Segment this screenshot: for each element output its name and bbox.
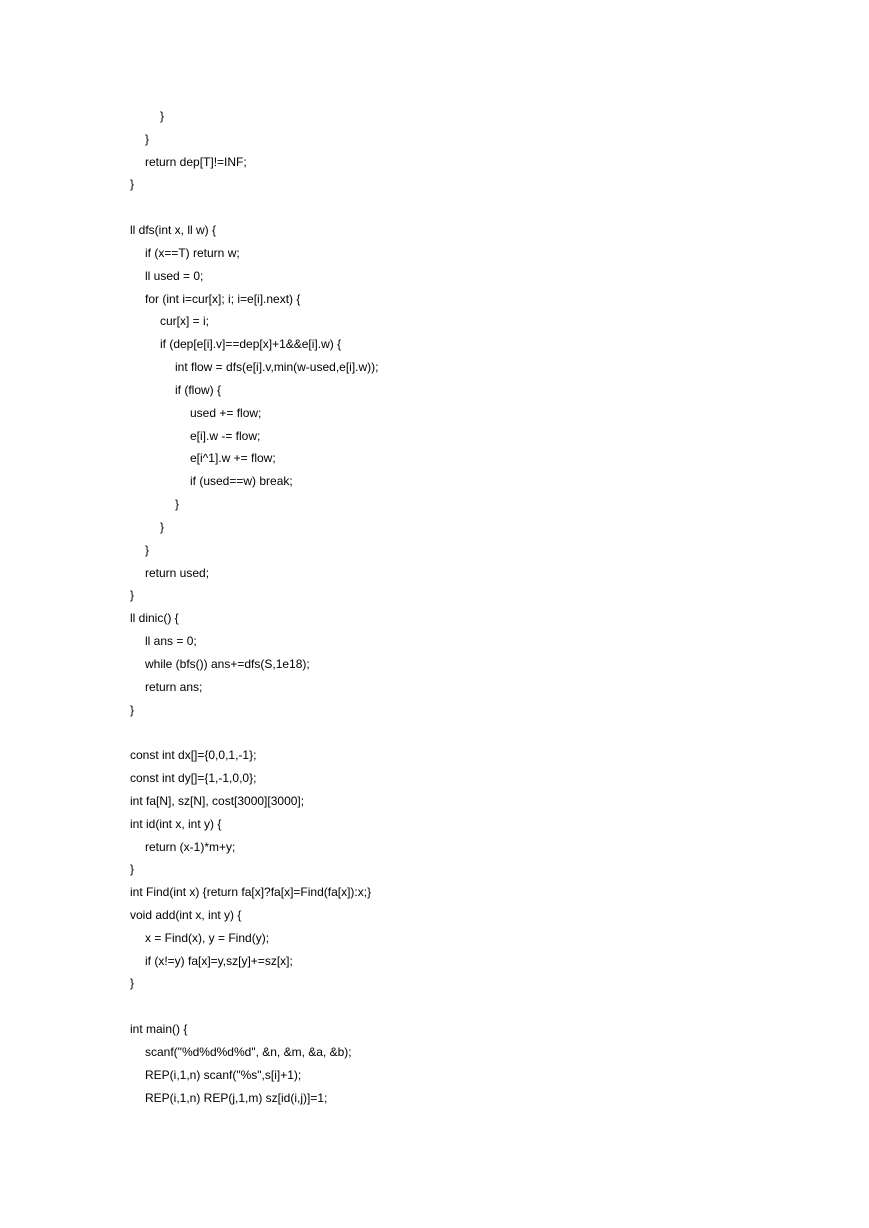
code-line: } (130, 702, 135, 717)
code-line: used += flow; (190, 405, 262, 420)
code-line: } (145, 131, 150, 146)
code-line: int Find(int x) {return fa[x]?fa[x]=Find(fa[x]):x;} (130, 885, 372, 900)
code-line (130, 196, 830, 219)
code-line: } (130, 588, 135, 603)
code-line: for (int i=cur[x]; i; i=e[i].next) { (145, 291, 301, 306)
code-line: } (175, 497, 180, 512)
code-line: } (130, 976, 135, 991)
code-line: while (bfs()) ans+=dfs(S,1e18); (145, 656, 310, 671)
code-line: return used; (145, 565, 210, 580)
code-line: if (used==w) break; (190, 474, 293, 489)
code-line: e[i].w -= flow; (190, 428, 261, 443)
code-line: } (160, 109, 165, 123)
code-line: ll dinic() { (130, 611, 179, 626)
code-line: } (130, 177, 135, 192)
code-line: e[i^1].w += flow; (190, 451, 276, 466)
code-line: int id(int x, int y) { (130, 816, 222, 831)
code-line: return dep[T]!=INF; (145, 154, 247, 169)
code-line: x = Find(x), y = Find(y); (145, 930, 270, 945)
code-line: const int dy[]={1,-1,0,0}; (130, 771, 257, 786)
code-line: REP(i,1,n) scanf("%s",s[i]+1); (145, 1067, 302, 1082)
code-line: cur[x] = i; (160, 314, 210, 329)
code-line: } (145, 542, 150, 557)
code-line: ll used = 0; (145, 268, 204, 283)
code-line (130, 995, 830, 1018)
code-line: if (flow) { (175, 382, 222, 397)
code-line: if (x!=y) fa[x]=y,sz[y]+=sz[x]; (145, 953, 293, 968)
code-line: ll ans = 0; (145, 634, 197, 649)
code-block (130, 105, 830, 1109)
code-line: if (dep[e[i].v]==dep[x]+1&&e[i].w) { (160, 337, 342, 352)
code-line: ll dfs(int x, ll w) { (130, 223, 217, 238)
code-line: return ans; (145, 679, 203, 694)
code-line: REP(i,1,n) REP(j,1,m) sz[id(i,j)]=1; (145, 1090, 328, 1105)
code-line: if (x==T) return w; (145, 245, 240, 260)
code-line: int flow = dfs(e[i].v,min(w-used,e[i].w)); (175, 360, 379, 375)
code-line (130, 721, 830, 744)
code-line: const int dx[]={0,0,1,-1}; (130, 748, 257, 763)
code-line: int fa[N], sz[N], cost[3000][3000]; (130, 793, 305, 808)
code-line: void add(int x, int y) { (130, 907, 242, 922)
code-line: scanf("%d%d%d%d", &n, &m, &a, &b); (145, 1044, 352, 1059)
code-line: } (130, 862, 135, 877)
code-line: return (x-1)*m+y; (145, 839, 236, 854)
code-line: } (160, 519, 165, 534)
code-line: int main() { (130, 1022, 188, 1037)
